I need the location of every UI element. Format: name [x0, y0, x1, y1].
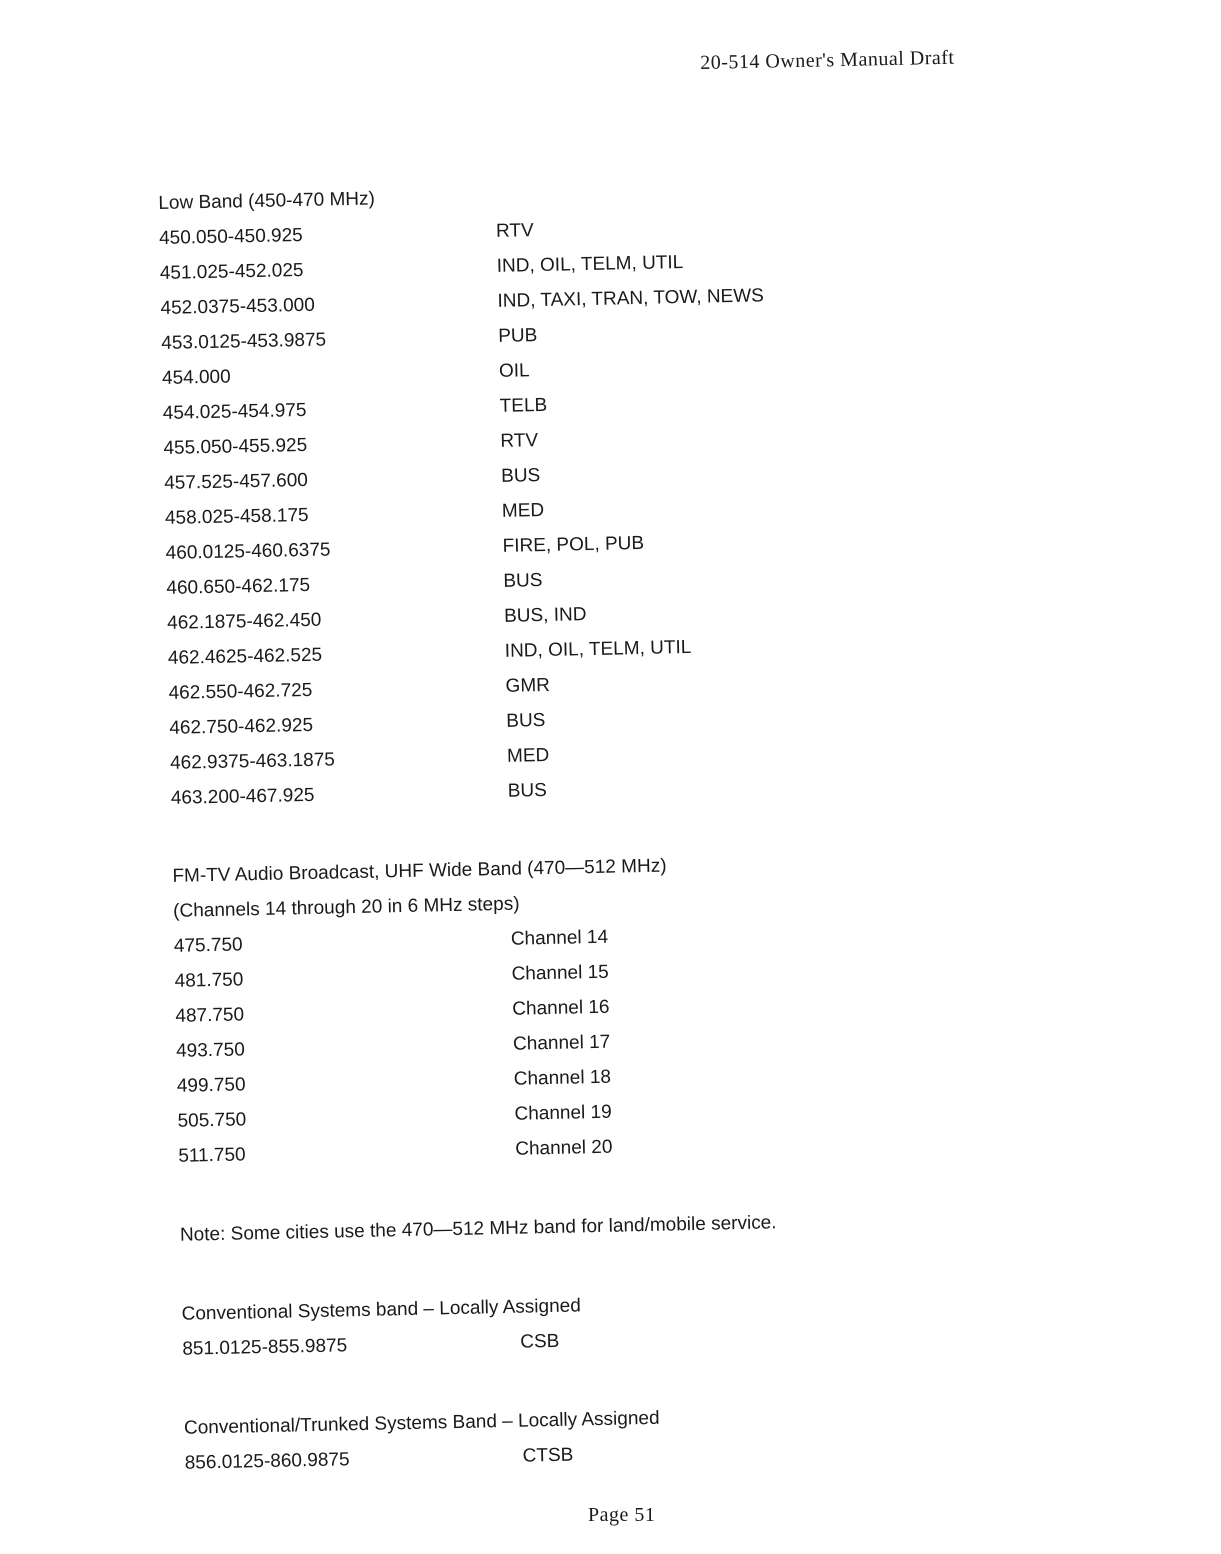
frequency: 452.0375-453.000 [160, 294, 316, 319]
fm-tv-table [174, 914, 899, 1174]
service: BUS [503, 570, 543, 592]
service: BUS [507, 779, 548, 802]
frequency: 462.750-462.925 [169, 714, 314, 739]
channel: Channel 18 [513, 1066, 612, 1090]
page-number: Page 51 [588, 1504, 656, 1526]
frequency: 458.025-458.175 [164, 504, 309, 529]
frequency: 460.650-462.175 [166, 574, 311, 599]
frequency: 511.750 [178, 1144, 246, 1167]
frequency: 856.0125-860.9875 [184, 1449, 350, 1474]
service-code: CSB [520, 1330, 560, 1353]
channel: Channel 19 [514, 1101, 612, 1125]
service: GMR [505, 674, 551, 697]
service: IND, OIL, TELM, UTIL [504, 636, 692, 662]
channel: Channel 16 [512, 996, 610, 1020]
service: RTV [500, 430, 539, 452]
frequency: 454.000 [161, 366, 231, 389]
page-header: 20-514 Owner's Manual Draft [700, 46, 955, 74]
frequency: 475.750 [173, 934, 243, 957]
service: PUB [498, 325, 538, 347]
service: TELB [499, 394, 548, 417]
frequency: 493.750 [175, 1039, 246, 1062]
conventional-title: Conventional Systems band – Locally Assigned [181, 1295, 582, 1325]
service: BUS [500, 465, 541, 487]
low-band-table [159, 206, 891, 816]
fm-tv-title: FM-TV Audio Broadcast, UHF Wide Band (470—512 MHz) [172, 855, 667, 887]
frequency: 851.0125-855.9875 [182, 1335, 348, 1360]
frequency-content [158, 171, 905, 1481]
service: MED [501, 499, 545, 522]
service: FIRE, POL, PUB [502, 532, 645, 557]
channel: Channel 14 [510, 926, 609, 950]
service: IND, TAXI, TRAN, TOW, NEWS [497, 285, 765, 312]
frequency: 454.025-454.975 [162, 399, 307, 424]
frequency: 481.750 [174, 969, 244, 992]
service: BUS, IND [503, 604, 587, 627]
frequency: 457.525-457.600 [164, 469, 309, 494]
frequency: 462.9375-463.1875 [169, 749, 336, 774]
service-code: CTSB [522, 1444, 574, 1467]
frequency: 462.1875-462.450 [166, 609, 322, 634]
channel: Channel 20 [515, 1136, 613, 1160]
frequency: 450.050-450.925 [158, 224, 303, 249]
low-band-title: Low Band (450-470 MHz) [158, 188, 376, 214]
service: IND, OIL, TELM, UTIL [496, 252, 684, 277]
service: BUS [506, 710, 546, 732]
frequency: 460.0125-460.6375 [165, 539, 331, 564]
frequency: 462.4625-462.525 [167, 644, 323, 669]
channel: Channel 17 [512, 1031, 611, 1055]
trunked-title: Conventional/Trunked Systems Band – Locally Assigned [183, 1407, 660, 1439]
channel: Channel 15 [511, 961, 609, 985]
frequency: 505.750 [177, 1109, 247, 1132]
frequency: 462.550-462.725 [168, 679, 313, 704]
frequency: 487.750 [175, 1004, 245, 1027]
frequency: 455.050-455.925 [163, 434, 308, 459]
frequency: 463.200-467.925 [170, 784, 315, 809]
frequency: 451.025-452.025 [159, 259, 304, 284]
fm-tv-subtitle: (Channels 14 through 20 in 6 MHz steps) [172, 893, 520, 922]
band-note: Note: Some cities use the 470—512 MHz band for land/mobile service. [179, 1212, 777, 1246]
frequency: 499.750 [176, 1074, 246, 1097]
service: RTV [495, 220, 534, 242]
frequency: 453.0125-453.9875 [161, 329, 327, 354]
service: MED [506, 744, 550, 767]
service: OIL [498, 360, 530, 382]
